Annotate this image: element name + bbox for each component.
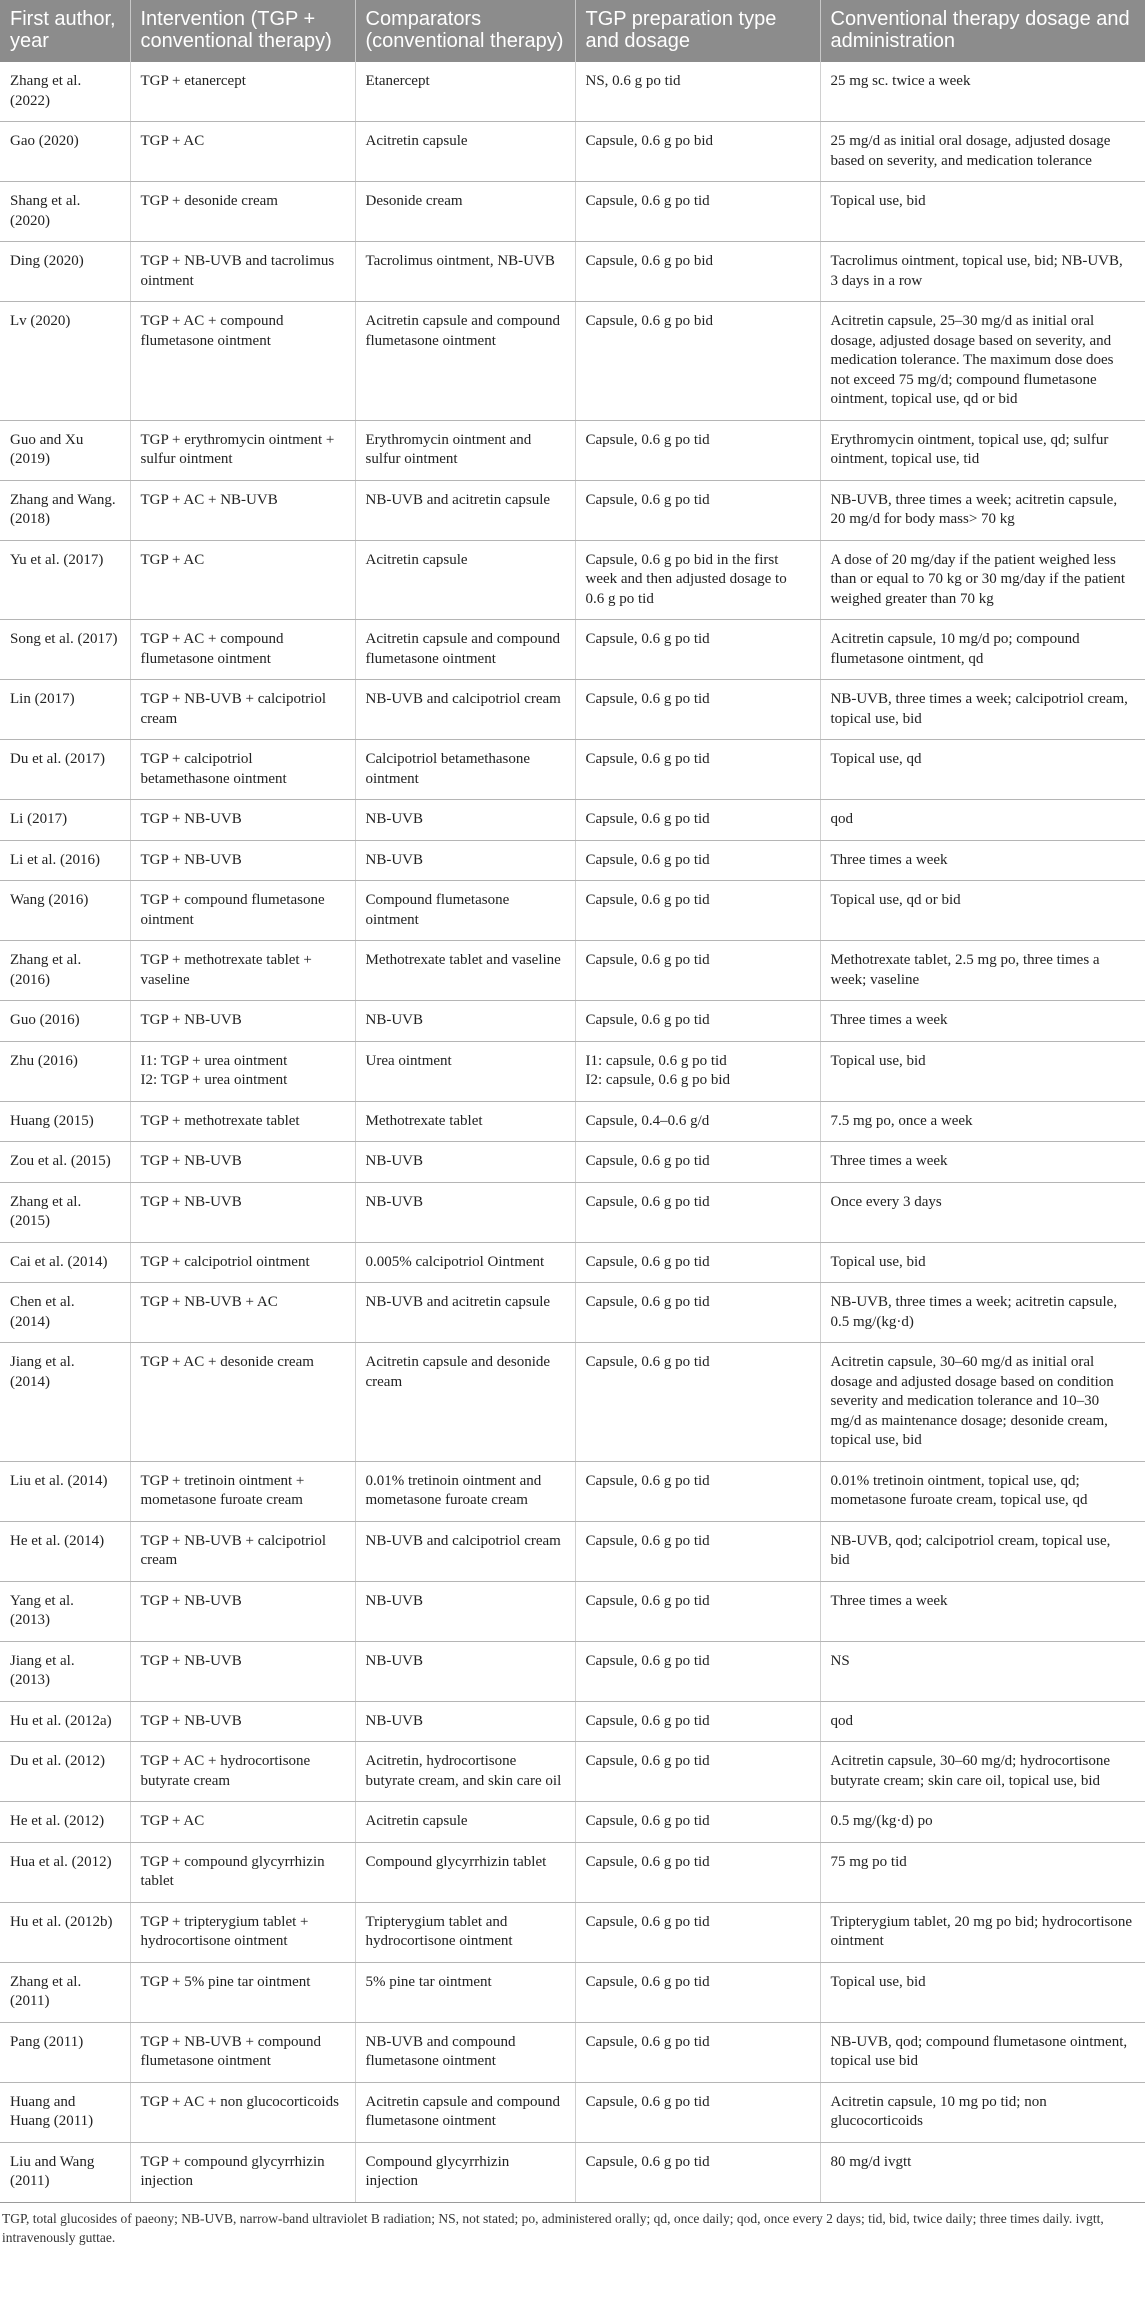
cell-author: Huang (2015) xyxy=(0,1101,130,1142)
cell-author: Hua et al. (2012) xyxy=(0,1842,130,1902)
cell-tgp-dosage: Capsule, 0.6 g po tid xyxy=(575,182,820,242)
cell-conventional-dosage: NB-UVB, three times a week; acitretin capsule, 20 mg/d for body mass> 70 kg xyxy=(820,480,1145,540)
table-row xyxy=(0,1101,1145,1142)
cell-tgp-dosage: Capsule, 0.6 g po tid xyxy=(575,1461,820,1521)
cell-comparator: Compound glycyrrhizin tablet xyxy=(355,1842,575,1902)
cell-comparator: Compound flumetasone ointment xyxy=(355,881,575,941)
cell-conventional-dosage: Methotrexate tablet, 2.5 mg po, three times a week; vaseline xyxy=(820,941,1145,1001)
cell-intervention: TGP + NB-UVB + compound flumetasone ointment xyxy=(130,2022,355,2082)
cell-conventional-dosage: Three times a week xyxy=(820,1581,1145,1641)
cell-author: Yu et al. (2017) xyxy=(0,540,130,620)
table-row xyxy=(0,840,1145,881)
cell-tgp-dosage: Capsule, 0.6 g po tid xyxy=(575,480,820,540)
cell-author: Liu et al. (2014) xyxy=(0,1461,130,1521)
cell-conventional-dosage: Topical use, qd xyxy=(820,740,1145,800)
table-row xyxy=(0,1902,1145,1962)
cell-intervention: TGP + compound glycyrrhizin tablet xyxy=(130,1842,355,1902)
cell-intervention: TGP + desonide cream xyxy=(130,182,355,242)
cell-comparator: NB-UVB and acitretin capsule xyxy=(355,1283,575,1343)
cell-tgp-dosage: Capsule, 0.6 g po bid xyxy=(575,122,820,182)
cell-intervention: TGP + NB-UVB xyxy=(130,1701,355,1742)
cell-conventional-dosage: Topical use, bid xyxy=(820,1041,1145,1101)
cell-intervention: TGP + AC + non glucocorticoids xyxy=(130,2082,355,2142)
cell-conventional-dosage: 80 mg/d ivgtt xyxy=(820,2142,1145,2202)
cell-intervention: TGP + tripterygium tablet + hydrocortisone ointment xyxy=(130,1902,355,1962)
cell-tgp-dosage: Capsule, 0.6 g po tid xyxy=(575,420,820,480)
cell-author: Wang (2016) xyxy=(0,881,130,941)
cell-intervention: TGP + NB-UVB + AC xyxy=(130,1283,355,1343)
cell-author: Zhang et al. (2016) xyxy=(0,941,130,1001)
cell-comparator: Tacrolimus ointment, NB-UVB xyxy=(355,242,575,302)
cell-comparator: NB-UVB xyxy=(355,1182,575,1242)
table-row xyxy=(0,420,1145,480)
cell-intervention: TGP + NB-UVB xyxy=(130,1142,355,1183)
cell-intervention: TGP + compound flumetasone ointment xyxy=(130,881,355,941)
cell-intervention: TGP + erythromycin ointment + sulfur ointment xyxy=(130,420,355,480)
cell-intervention: TGP + NB-UVB xyxy=(130,1581,355,1641)
cell-tgp-dosage: Capsule, 0.6 g po tid xyxy=(575,800,820,841)
cell-author: Pang (2011) xyxy=(0,2022,130,2082)
cell-comparator: NB-UVB xyxy=(355,1001,575,1042)
cell-tgp-dosage: I1: capsule, 0.6 g po tid I2: capsule, 0.6 g po bid xyxy=(575,1041,820,1101)
cell-tgp-dosage: Capsule, 0.6 g po tid xyxy=(575,2082,820,2142)
table-row xyxy=(0,941,1145,1001)
cell-conventional-dosage: Acitretin capsule, 10 mg po tid; non glucocorticoids xyxy=(820,2082,1145,2142)
cell-intervention: TGP + NB-UVB + calcipotriol cream xyxy=(130,680,355,740)
cell-conventional-dosage: Once every 3 days xyxy=(820,1182,1145,1242)
cell-intervention: TGP + AC + compound flumetasone ointment xyxy=(130,620,355,680)
cell-author: Lin (2017) xyxy=(0,680,130,740)
cell-comparator: Erythromycin ointment and sulfur ointment xyxy=(355,420,575,480)
cell-conventional-dosage: 25 mg sc. twice a week xyxy=(820,62,1145,122)
cell-conventional-dosage: qod xyxy=(820,1701,1145,1742)
cell-conventional-dosage: 0.01% tretinoin ointment, topical use, qd; mometasone furoate cream, topical use, qd xyxy=(820,1461,1145,1521)
cell-comparator: Acitretin, hydrocortisone butyrate cream, and skin care oil xyxy=(355,1742,575,1802)
cell-tgp-dosage: Capsule, 0.6 g po bid xyxy=(575,302,820,421)
cell-comparator: 0.01% tretinoin ointment and mometasone furoate cream xyxy=(355,1461,575,1521)
cell-tgp-dosage: Capsule, 0.6 g po tid xyxy=(575,1242,820,1283)
cell-conventional-dosage: NB-UVB, qod; compound flumetasone ointment, topical use bid xyxy=(820,2022,1145,2082)
cell-comparator: NB-UVB xyxy=(355,1581,575,1641)
cell-intervention: TGP + NB-UVB xyxy=(130,840,355,881)
cell-intervention: TGP + 5% pine tar ointment xyxy=(130,1962,355,2022)
cell-author: Guo and Xu (2019) xyxy=(0,420,130,480)
cell-tgp-dosage: Capsule, 0.6 g po tid xyxy=(575,1902,820,1962)
header-first-author: First author, year xyxy=(0,0,130,62)
table-row xyxy=(0,2022,1145,2082)
cell-comparator: Etanercept xyxy=(355,62,575,122)
cell-author: Du et al. (2012) xyxy=(0,1742,130,1802)
cell-conventional-dosage: A dose of 20 mg/day if the patient weighed less than or equal to 70 kg or 30 mg/day if the patient weighed greater than 70 kg xyxy=(820,540,1145,620)
cell-tgp-dosage: Capsule, 0.6 g po tid xyxy=(575,1641,820,1701)
cell-author: Zou et al. (2015) xyxy=(0,1142,130,1183)
cell-conventional-dosage: Tripterygium tablet, 20 mg po bid; hydrocortisone ointment xyxy=(820,1902,1145,1962)
table-body xyxy=(0,62,1145,2202)
cell-tgp-dosage: Capsule, 0.6 g po tid xyxy=(575,2142,820,2202)
table-row xyxy=(0,740,1145,800)
table-header xyxy=(0,0,1145,62)
cell-author: Zhang et al. (2015) xyxy=(0,1182,130,1242)
cell-comparator: NB-UVB xyxy=(355,1142,575,1183)
cell-tgp-dosage: Capsule, 0.4–0.6 g/d xyxy=(575,1101,820,1142)
cell-conventional-dosage: Erythromycin ointment, topical use, qd; sulfur ointment, topical use, tid xyxy=(820,420,1145,480)
cell-comparator: Desonide cream xyxy=(355,182,575,242)
cell-author: Ding (2020) xyxy=(0,242,130,302)
cell-conventional-dosage: qod xyxy=(820,800,1145,841)
cell-conventional-dosage: NB-UVB, three times a week; acitretin capsule, 0.5 mg/(kg·d) xyxy=(820,1283,1145,1343)
cell-comparator: NB-UVB xyxy=(355,1641,575,1701)
cell-conventional-dosage: Acitretin capsule, 10 mg/d po; compound flumetasone ointment, qd xyxy=(820,620,1145,680)
cell-intervention: TGP + methotrexate tablet xyxy=(130,1101,355,1142)
cell-comparator: Acitretin capsule xyxy=(355,122,575,182)
table-row xyxy=(0,2082,1145,2142)
cell-comparator: Acitretin capsule xyxy=(355,540,575,620)
cell-tgp-dosage: Capsule, 0.6 g po bid xyxy=(575,242,820,302)
cell-author: Guo (2016) xyxy=(0,1001,130,1042)
cell-comparator: Methotrexate tablet xyxy=(355,1101,575,1142)
cell-intervention: TGP + methotrexate tablet + vaseline xyxy=(130,941,355,1001)
cell-tgp-dosage: Capsule, 0.6 g po tid xyxy=(575,1842,820,1902)
cell-intervention: TGP + calcipotriol betamethasone ointment xyxy=(130,740,355,800)
table-row xyxy=(0,1041,1145,1101)
table-row xyxy=(0,1242,1145,1283)
cell-comparator: Compound glycyrrhizin injection xyxy=(355,2142,575,2202)
cell-intervention: TGP + tretinoin ointment + mometasone furoate cream xyxy=(130,1461,355,1521)
cell-author: Hu et al. (2012a) xyxy=(0,1701,130,1742)
cell-conventional-dosage: NB-UVB, three times a week; calcipotriol cream, topical use, bid xyxy=(820,680,1145,740)
cell-conventional-dosage: 0.5 mg/(kg·d) po xyxy=(820,1802,1145,1843)
cell-conventional-dosage: Acitretin capsule, 25–30 mg/d as initial oral dosage, adjusted dosage based on severity, and medication tolerance. The maximum dose does not exceed 75 mg/d; compound flumetasone ointment, topical use, qd or bid xyxy=(820,302,1145,421)
table-footnote: TGP, total glucosides of paeony; NB-UVB, narrow-band ultraviolet B radiation; NS, not stated; po, administered orally; qd, once daily; qod, once every 2 days; tid, bid, twice daily; three times daily. ivgtt, intravenously guttae. xyxy=(2,2210,1104,2245)
table-row xyxy=(0,1521,1145,1581)
cell-conventional-dosage: 75 mg po tid xyxy=(820,1842,1145,1902)
cell-author: Jiang et al. (2014) xyxy=(0,1343,130,1462)
cell-conventional-dosage: Three times a week xyxy=(820,1001,1145,1042)
cell-tgp-dosage: Capsule, 0.6 g po tid xyxy=(575,840,820,881)
cell-comparator: Tripterygium tablet and hydrocortisone ointment xyxy=(355,1902,575,1962)
table-row xyxy=(0,1742,1145,1802)
table-row xyxy=(0,1142,1145,1183)
cell-tgp-dosage: Capsule, 0.6 g po tid xyxy=(575,1742,820,1802)
cell-conventional-dosage: NS xyxy=(820,1641,1145,1701)
cell-tgp-dosage: Capsule, 0.6 g po tid xyxy=(575,1001,820,1042)
cell-intervention: TGP + NB-UVB xyxy=(130,1641,355,1701)
cell-conventional-dosage: Topical use, bid xyxy=(820,182,1145,242)
table-row xyxy=(0,1182,1145,1242)
header-comparators: Comparators (conventional therapy) xyxy=(355,0,575,62)
table-row xyxy=(0,800,1145,841)
cell-author: Lv (2020) xyxy=(0,302,130,421)
cell-intervention: TGP + calcipotriol ointment xyxy=(130,1242,355,1283)
cell-intervention: TGP + NB-UVB xyxy=(130,800,355,841)
cell-author: Li et al. (2016) xyxy=(0,840,130,881)
cell-conventional-dosage: NB-UVB, qod; calcipotriol cream, topical use, bid xyxy=(820,1521,1145,1581)
cell-conventional-dosage: 7.5 mg po, once a week xyxy=(820,1101,1145,1142)
cell-author: Du et al. (2017) xyxy=(0,740,130,800)
cell-author: He et al. (2014) xyxy=(0,1521,130,1581)
cell-author: Li (2017) xyxy=(0,800,130,841)
cell-tgp-dosage: Capsule, 0.6 g po tid xyxy=(575,740,820,800)
table-row xyxy=(0,620,1145,680)
cell-author: Zhang et al. (2011) xyxy=(0,1962,130,2022)
table-row xyxy=(0,2142,1145,2202)
table-row xyxy=(0,122,1145,182)
cell-author: Jiang et al. (2013) xyxy=(0,1641,130,1701)
cell-conventional-dosage: Topical use, qd or bid xyxy=(820,881,1145,941)
cell-tgp-dosage: Capsule, 0.6 g po tid xyxy=(575,1701,820,1742)
cell-conventional-dosage: Acitretin capsule, 30–60 mg/d as initial oral dosage and adjusted dosage based on condition severity and medication tolerance and 10–30 mg/d as maintenance dosage; desonide cream, topical use, bid xyxy=(820,1343,1145,1462)
cell-author: Huang and Huang (2011) xyxy=(0,2082,130,2142)
cell-comparator: NB-UVB xyxy=(355,840,575,881)
cell-comparator: Calcipotriol betamethasone ointment xyxy=(355,740,575,800)
table-row xyxy=(0,182,1145,242)
table-row xyxy=(0,1343,1145,1462)
cell-author: Yang et al. (2013) xyxy=(0,1581,130,1641)
cell-comparator: Acitretin capsule and compound flumetasone ointment xyxy=(355,620,575,680)
cell-tgp-dosage: Capsule, 0.6 g po tid xyxy=(575,1802,820,1843)
cell-conventional-dosage: Three times a week xyxy=(820,1142,1145,1183)
table-row xyxy=(0,1001,1145,1042)
table-row xyxy=(0,1283,1145,1343)
table-row xyxy=(0,540,1145,620)
header-tgp-preparation: TGP preparation type and dosage xyxy=(575,0,820,62)
cell-conventional-dosage: Three times a week xyxy=(820,840,1145,881)
cell-intervention: TGP + AC + compound flumetasone ointment xyxy=(130,302,355,421)
cell-conventional-dosage: Topical use, bid xyxy=(820,1242,1145,1283)
cell-comparator: NB-UVB and acitretin capsule xyxy=(355,480,575,540)
table-row xyxy=(0,62,1145,122)
cell-comparator: 5% pine tar ointment xyxy=(355,1962,575,2022)
cell-tgp-dosage: Capsule, 0.6 g po tid xyxy=(575,2022,820,2082)
cell-intervention: TGP + AC + NB-UVB xyxy=(130,480,355,540)
cell-intervention: TGP + AC xyxy=(130,540,355,620)
cell-intervention: TGP + NB-UVB xyxy=(130,1001,355,1042)
cell-comparator: Urea ointment xyxy=(355,1041,575,1101)
cell-intervention: TGP + AC + desonide cream xyxy=(130,1343,355,1462)
table-row xyxy=(0,242,1145,302)
cell-intervention: TGP + NB-UVB and tacrolimus ointment xyxy=(130,242,355,302)
cell-tgp-dosage: Capsule, 0.6 g po tid xyxy=(575,1343,820,1462)
cell-tgp-dosage: Capsule, 0.6 g po tid xyxy=(575,1283,820,1343)
cell-intervention: TGP + NB-UVB xyxy=(130,1182,355,1242)
cell-author: Zhang and Wang. (2018) xyxy=(0,480,130,540)
table-row xyxy=(0,1581,1145,1641)
cell-author: Zhu (2016) xyxy=(0,1041,130,1101)
cell-conventional-dosage: Tacrolimus ointment, topical use, bid; NB-UVB, 3 days in a row xyxy=(820,242,1145,302)
cell-author: Zhang et al. (2022) xyxy=(0,62,130,122)
cell-author: Song et al. (2017) xyxy=(0,620,130,680)
cell-tgp-dosage: Capsule, 0.6 g po tid xyxy=(575,620,820,680)
header-intervention: Intervention (TGP + conventional therapy) xyxy=(130,0,355,62)
cell-conventional-dosage: Topical use, bid xyxy=(820,1962,1145,2022)
cell-comparator: Acitretin capsule and compound flumetasone ointment xyxy=(355,2082,575,2142)
cell-intervention: TGP + NB-UVB + calcipotriol cream xyxy=(130,1521,355,1581)
cell-author: Hu et al. (2012b) xyxy=(0,1902,130,1962)
table-row xyxy=(0,881,1145,941)
cell-tgp-dosage: Capsule, 0.6 g po tid xyxy=(575,1962,820,2022)
cell-intervention: TGP + AC xyxy=(130,122,355,182)
cell-comparator: Acitretin capsule and desonide cream xyxy=(355,1343,575,1462)
table-row xyxy=(0,680,1145,740)
cell-conventional-dosage: 25 mg/d as initial oral dosage, adjusted dosage based on severity, and medication tolerance xyxy=(820,122,1145,182)
cell-comparator: NB-UVB xyxy=(355,800,575,841)
cell-intervention: TGP + AC xyxy=(130,1802,355,1843)
cell-intervention: I1: TGP + urea ointment I2: TGP + urea ointment xyxy=(130,1041,355,1101)
table-row xyxy=(0,1962,1145,2022)
table-row xyxy=(0,1461,1145,1521)
cell-comparator: 0.005% calcipotriol Ointment xyxy=(355,1242,575,1283)
cell-author: Liu and Wang (2011) xyxy=(0,2142,130,2202)
cell-tgp-dosage: Capsule, 0.6 g po tid xyxy=(575,941,820,1001)
cell-tgp-dosage: Capsule, 0.6 g po tid xyxy=(575,881,820,941)
table-row xyxy=(0,1842,1145,1902)
cell-tgp-dosage: Capsule, 0.6 g po tid xyxy=(575,680,820,740)
cell-tgp-dosage: Capsule, 0.6 g po tid xyxy=(575,1182,820,1242)
table-row xyxy=(0,1701,1145,1742)
cell-tgp-dosage: Capsule, 0.6 g po bid in the first week and then adjusted dosage to 0.6 g po tid xyxy=(575,540,820,620)
header-row xyxy=(0,0,1145,62)
cell-author: Cai et al. (2014) xyxy=(0,1242,130,1283)
cell-intervention: TGP + AC + hydrocortisone butyrate cream xyxy=(130,1742,355,1802)
cell-author: Shang et al. (2020) xyxy=(0,182,130,242)
cell-comparator: Methotrexate tablet and vaseline xyxy=(355,941,575,1001)
cell-conventional-dosage: Acitretin capsule, 30–60 mg/d; hydrocortisone butyrate cream; skin care oil, topical use, bid xyxy=(820,1742,1145,1802)
header-conventional-dosage: Conventional therapy dosage and administration xyxy=(820,0,1145,62)
cell-tgp-dosage: Capsule, 0.6 g po tid xyxy=(575,1521,820,1581)
table-row xyxy=(0,1641,1145,1701)
table-row xyxy=(0,1802,1145,1843)
cell-comparator: NB-UVB xyxy=(355,1701,575,1742)
table-row xyxy=(0,302,1145,421)
cell-comparator: Acitretin capsule xyxy=(355,1802,575,1843)
cell-intervention: TGP + compound glycyrrhizin injection xyxy=(130,2142,355,2202)
cell-author: Chen et al. (2014) xyxy=(0,1283,130,1343)
cell-comparator: NB-UVB and calcipotriol cream xyxy=(355,680,575,740)
cell-intervention: TGP + etanercept xyxy=(130,62,355,122)
cell-author: Gao (2020) xyxy=(0,122,130,182)
cell-comparator: NB-UVB and calcipotriol cream xyxy=(355,1521,575,1581)
cell-tgp-dosage: Capsule, 0.6 g po tid xyxy=(575,1581,820,1641)
cell-comparator: NB-UVB and compound flumetasone ointment xyxy=(355,2022,575,2082)
cell-author: He et al. (2012) xyxy=(0,1802,130,1843)
cell-tgp-dosage: Capsule, 0.6 g po tid xyxy=(575,1142,820,1183)
cell-tgp-dosage: NS, 0.6 g po tid xyxy=(575,62,820,122)
cell-comparator: Acitretin capsule and compound flumetasone ointment xyxy=(355,302,575,421)
table-row xyxy=(0,480,1145,540)
